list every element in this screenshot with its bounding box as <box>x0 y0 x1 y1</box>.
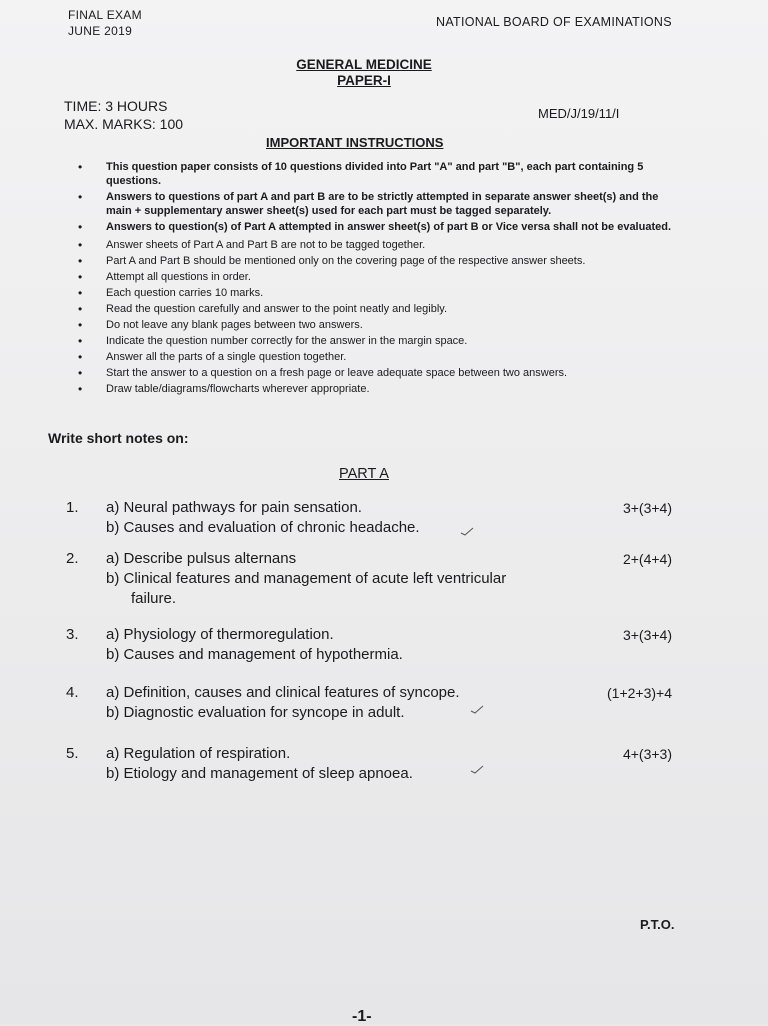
instruction-item: • Draw table/diagrams/flowcharts wherever appropriate. <box>78 382 370 396</box>
please-turn-over: P.T.O. <box>640 917 675 932</box>
question-number: 1. <box>66 499 79 516</box>
question-marks: 3+(3+4) <box>622 627 672 643</box>
question-marks: (1+2+3)+4 <box>607 685 672 701</box>
bullet-icon: • <box>78 334 83 348</box>
question-number: 2. <box>66 550 79 567</box>
question-part-a: a) Definition, causes and clinical features of syncope. <box>106 684 460 701</box>
instruction-item: • Indicate the question number correctly for the answer in the margin space. <box>78 334 468 348</box>
instruction-item: • Start the answer to a question on a fresh page or leave adequate space between two answers. <box>78 366 568 380</box>
question-part-a: a) Physiology of thermoregulation. <box>106 626 334 643</box>
question-part-a: a) Describe pulsus alternans <box>106 550 297 567</box>
question-number: 3. <box>66 626 79 643</box>
question-marks: 2+(4+4) <box>622 551 672 567</box>
page-number: -1- <box>352 1008 372 1025</box>
question-part-b: b) Causes and evaluation of chronic headache. <box>106 519 420 536</box>
bullet-icon: • <box>78 254 83 268</box>
exam-date: JUNE 2019 <box>68 24 133 38</box>
question-item <box>66 549 686 609</box>
question-part-a: a) Neural pathways for pain sensation. <box>106 499 362 516</box>
pencil-tick-icon <box>460 526 474 536</box>
question-number: 5. <box>66 745 79 762</box>
bullet-icon: • <box>78 160 83 174</box>
instructions-heading: IMPORTANT INSTRUCTIONS <box>266 135 444 150</box>
max-marks: MAX. MARKS: 100 <box>64 116 184 132</box>
instructions-list <box>78 160 678 396</box>
instruction-item: • Attempt all questions in order. <box>78 270 251 284</box>
bullet-icon: • <box>78 382 83 396</box>
instruction-item: • Do not leave any blank pages between two answers. <box>78 318 363 332</box>
bullet-icon: • <box>78 286 83 300</box>
question-part-b: b) Etiology and management of sleep apnoea. <box>106 765 413 782</box>
question-part-a: a) Regulation of respiration. <box>106 745 291 762</box>
question-number: 4. <box>66 684 79 701</box>
bullet-icon: • <box>78 238 83 252</box>
question-marks: 4+(3+3) <box>622 746 672 762</box>
bullet-icon: • <box>78 302 83 316</box>
question-part-b-continued: failure. <box>131 590 177 607</box>
board-name: NATIONAL BOARD OF EXAMINATIONS <box>436 15 672 29</box>
exam-title: FINAL EXAM <box>68 8 142 22</box>
time-allowed: TIME: 3 HOURS <box>64 98 168 114</box>
instruction-item: • Answers to questions of part A and part B are to be strictly attempted in separate answer sheet(s) and the main + supplementary answer sheet(s) used for each part must be tagged separately. <box>78 190 659 217</box>
bullet-icon: • <box>78 220 83 234</box>
instruction-item: • Each question carries 10 marks. <box>78 286 264 300</box>
section-instruction: Write short notes on: <box>48 430 189 446</box>
pencil-tick-icon <box>470 764 484 774</box>
question-item <box>66 683 686 723</box>
question-item <box>66 625 686 665</box>
instruction-item: • Part A and Part B should be mentioned only on the covering page of the respective answer sheets. <box>78 254 586 268</box>
question-part-b: b) Diagnostic evaluation for syncope in adult. <box>106 704 405 721</box>
instruction-item: • Read the question carefully and answer to the point neatly and legibly. <box>78 302 448 316</box>
instruction-item: • Answers to question(s) of Part A attempted in answer sheet(s) of part B or Vice versa shall not be evaluated. <box>78 220 672 234</box>
instruction-item: • Answer all the parts of a single question together. <box>78 350 347 364</box>
question-part-b: b) Causes and management of hypothermia. <box>106 646 403 663</box>
instruction-item: • Answer sheets of Part A and Part B are not to be tagged together. <box>78 238 426 252</box>
question-item <box>66 498 686 538</box>
question-part-b: b) Clinical features and management of acute left ventricular <box>106 570 507 587</box>
bullet-icon: • <box>78 366 83 380</box>
instruction-item: • This question paper consists of 10 questions divided into Part "A" and part "B", each part containing 5 questions. <box>78 160 644 187</box>
bullet-icon: • <box>78 350 83 364</box>
bullet-icon: • <box>78 318 83 332</box>
paper-code: MED/J/19/11/I <box>538 106 620 121</box>
pencil-tick-icon <box>470 704 484 714</box>
bullet-icon: • <box>78 270 83 284</box>
paper-number: PAPER-I <box>337 73 391 88</box>
part-heading: PART A <box>339 466 389 482</box>
subject-title: GENERAL MEDICINE <box>296 57 432 72</box>
question-marks: 3+(3+4) <box>622 500 672 516</box>
bullet-icon: • <box>78 190 83 204</box>
question-item <box>66 744 686 784</box>
